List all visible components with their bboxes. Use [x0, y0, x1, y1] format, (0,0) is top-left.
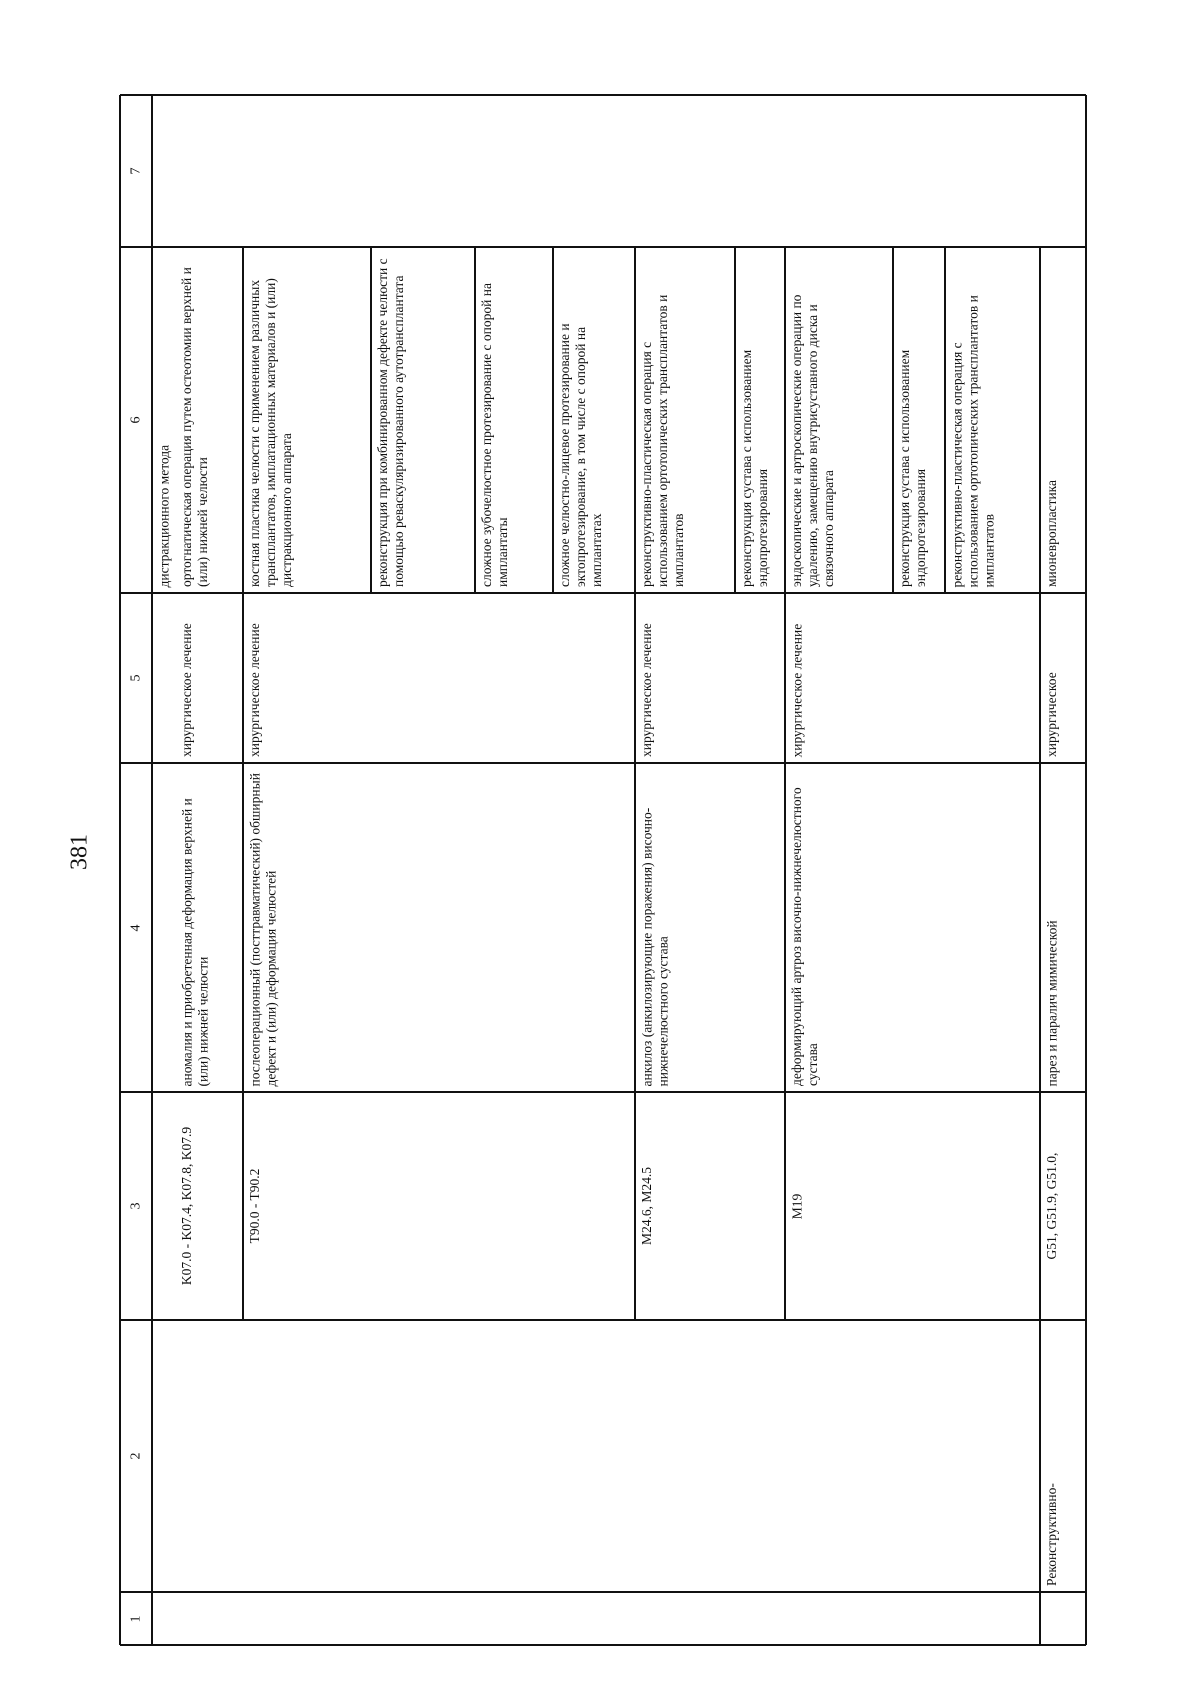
- r4-c6-1-text: реконструкция сустава с использованием эндопротезирования: [897, 349, 928, 587]
- r3-c5: [635, 593, 785, 763]
- col-line-top: [120, 94, 1086, 96]
- header-c5: [120, 593, 152, 763]
- r4-c5: [785, 593, 1040, 763]
- header-c1: [120, 1592, 152, 1645]
- r2-c6-1-text: реконструкция при комбинированном дефекте челюсти с помощью реваскуляризированного аутотрансплантата: [375, 258, 406, 587]
- r4-c6-1: [893, 247, 945, 593]
- r3-c5-text: хирургическое лечение: [639, 623, 654, 757]
- header-c5-text: 5: [128, 674, 143, 682]
- r3-c6-0-text: реконструктивно-пластическая операция с использованием ортотопических трансплантатов и имплантатов: [639, 294, 686, 587]
- r3-c3-text: M24.6, M24.5: [639, 1167, 654, 1246]
- r3-c4: [635, 763, 785, 1092]
- page-number: 381: [66, 834, 93, 870]
- r2-c6-0-text: костная пластика челюсти с применением различных трансплантатов, имплатационных материалов и (или) дистракционного аппарата: [247, 278, 294, 587]
- header-c7-text: 7: [128, 167, 143, 175]
- r2-c6-1: [371, 247, 475, 593]
- r4-c3: [785, 1092, 1040, 1320]
- continuation-c6-text: дистракционного метода: [156, 444, 171, 587]
- col-line-bottom: [120, 1644, 1086, 1646]
- r3-c3: [635, 1092, 785, 1320]
- header-c2: [120, 1320, 152, 1592]
- r5-c5-text: хирургическое: [1044, 672, 1059, 757]
- header-c6: [120, 247, 152, 593]
- header-c3-text: 3: [128, 1202, 143, 1210]
- r2-c4: [243, 763, 635, 1092]
- r5-c6-text: мионевропластика: [1044, 479, 1059, 587]
- r5-c5: [1040, 593, 1086, 763]
- continuation-c6: [152, 247, 175, 593]
- r2-c4-text: послеоперационный (посттравматический) обширный дефект и (или) деформация челюстей: [247, 772, 278, 1086]
- r1-c3-text: K07.0 - K07.4, K07.8, K07.9: [179, 1126, 194, 1286]
- r2-c6-2-text: сложное зубочелюстное протезирование с опорой на имплантаты: [479, 283, 510, 587]
- header-c1-text: 1: [128, 1615, 143, 1622]
- r3-c6-0: [635, 247, 735, 593]
- r5-c3: [1040, 1092, 1086, 1320]
- r1-c5-text: хирургическое лечение: [179, 623, 194, 757]
- r5-c6: [1040, 247, 1086, 593]
- r5-c3-text: G51, G51.9, G51.0,: [1044, 1152, 1059, 1260]
- r2-c6-3: [553, 247, 635, 593]
- r5-c2: [1040, 1320, 1086, 1592]
- r4-c6-2: [945, 247, 1040, 593]
- r4-c5-text: хирургическое лечение: [789, 623, 804, 757]
- header-c6-text: 6: [128, 416, 143, 424]
- r5-c2-text: Реконструктивно-: [1044, 1483, 1059, 1586]
- col-line-1-2: [120, 1591, 1086, 1593]
- r2-c6-0: [243, 247, 371, 593]
- r4-c6-2-text: реконструктивно-пластическая операция с использованием ортотопических трансплантатов и имплантатов: [949, 294, 996, 587]
- r2-c6-2: [475, 247, 553, 593]
- r2-c5-text: хирургическое лечение: [247, 623, 262, 757]
- r4-c6-0: [785, 247, 893, 593]
- r2-c5: [243, 593, 635, 763]
- header-c4-text: 4: [128, 924, 143, 931]
- r1-c4-text: аномалия и приобретенная деформация верхней и (или) нижней челюсти: [179, 797, 210, 1086]
- r4-c3-text: M19: [789, 1193, 804, 1219]
- r5-c4: [1040, 763, 1086, 1092]
- r1-c6-text: ортогнатическая операция путем остеотомии верхней и (или) нижней челюсти: [179, 267, 210, 587]
- r1-c5: [175, 593, 243, 763]
- r1-c6: [175, 247, 243, 593]
- r4-c4: [785, 763, 1040, 1092]
- r2-c3-text: T90.0 - T90.2: [247, 1168, 262, 1244]
- r4-c4-text: деформирующий артроз височно-нижнечелюстного сустава: [789, 787, 820, 1086]
- r5-c4-text: парез и паралич мимической: [1044, 919, 1059, 1086]
- r3-c4-text: анкилоз (анкилозирующие поражения) височно-нижнечелюстного сустава: [639, 807, 670, 1086]
- header-c3: [120, 1092, 152, 1320]
- header-c2-text: 2: [128, 1452, 143, 1460]
- r1-c3: [175, 1092, 243, 1320]
- r3-c6-1: [735, 247, 785, 593]
- r2-c3: [243, 1092, 635, 1320]
- r4-c6-0-text: эндоскопические и артроскопические операции по удалению, замещению внутрисуставного диска и связочного аппарата: [789, 294, 836, 587]
- header-c7: [120, 95, 152, 247]
- header-c4: [120, 763, 152, 1092]
- r3-c6-1-text: реконструкция сустава с использованием эндопротезирования: [739, 349, 770, 587]
- r2-c6-3-text: сложное челюстно-лицевое протезирование и эктопротезирование, в том числе с опорой на имплантатах: [557, 323, 604, 587]
- r1-c4: [175, 763, 243, 1092]
